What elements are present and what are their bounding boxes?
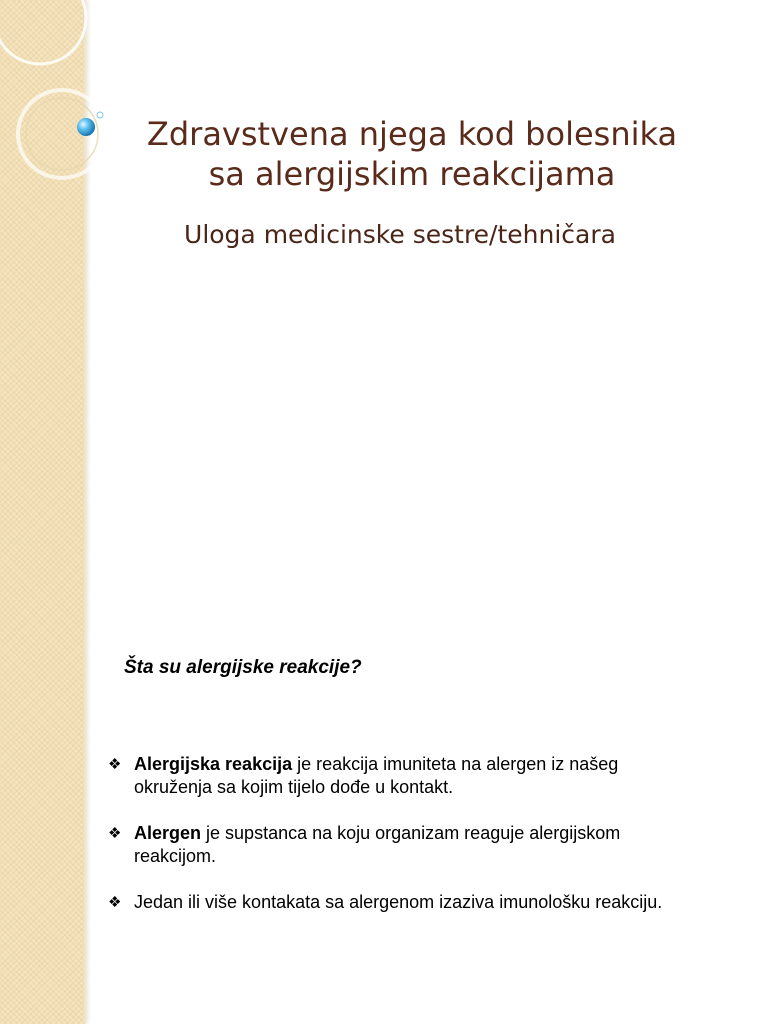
diamond-bullet-icon: ❖ bbox=[108, 894, 122, 911]
bullet-term: Alergen bbox=[134, 823, 202, 843]
title-line-2: sa alergijskim reakcijama bbox=[208, 155, 616, 193]
diamond-bullet-icon: ❖ bbox=[108, 756, 122, 773]
section-question: Šta su alergijske reakcije? bbox=[124, 657, 362, 678]
slide-title bbox=[100, 114, 724, 194]
bullet-text: je supstanca na koju organizam reaguje alergijskom reakcijom. bbox=[134, 823, 621, 866]
bullet-item bbox=[108, 891, 678, 914]
medium-ring bbox=[18, 90, 106, 178]
blue-orb-icon bbox=[77, 118, 95, 136]
bullet-term: Alergijska reakcija bbox=[134, 754, 293, 774]
bullet-item bbox=[108, 753, 678, 799]
title-line-1: Zdravstvena njega kod bolesnika bbox=[146, 115, 678, 153]
large-ring bbox=[0, 0, 86, 64]
bullet-text: Jedan ili više kontakata sa alergenom izaziva imunološku reakciju. bbox=[134, 892, 663, 912]
diamond-bullet-icon: ❖ bbox=[108, 825, 122, 842]
slide-subtitle: Uloga medicinske sestre/tehničara bbox=[184, 220, 616, 249]
bullet-item bbox=[108, 822, 678, 868]
bullet-list bbox=[108, 753, 678, 937]
bullet-text: je reakcija imuniteta na alergen iz našeg okruženja sa kojim tijelo dođe u kontakt. bbox=[134, 754, 619, 797]
